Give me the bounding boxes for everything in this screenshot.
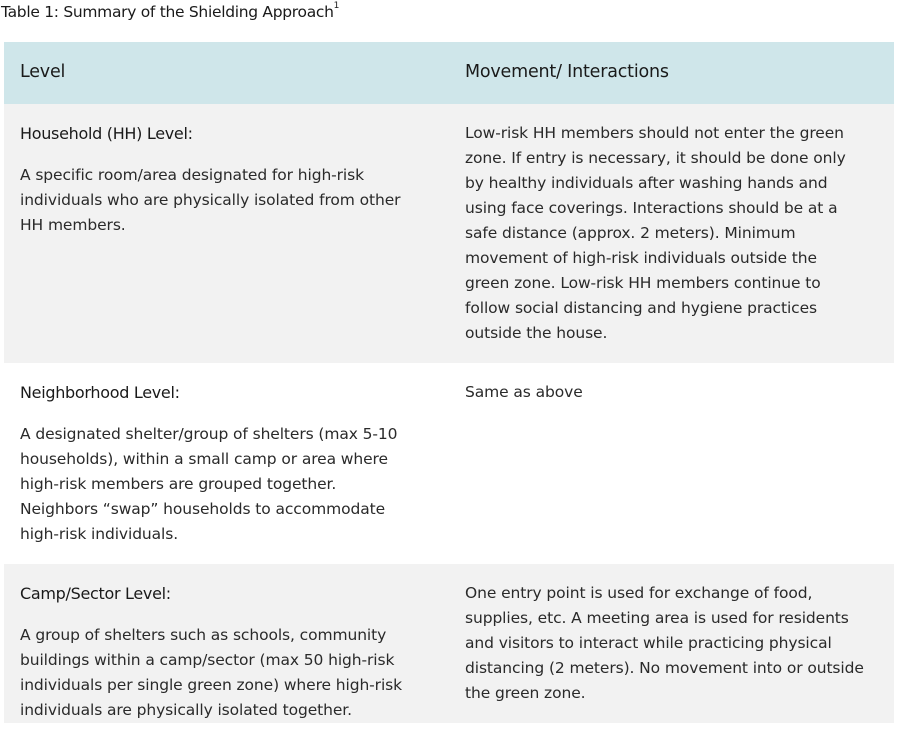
text-line: buildings within a camp/sector (max 50 high-risk xyxy=(20,651,395,669)
movement-cell xyxy=(465,121,883,346)
movement-description xyxy=(465,121,883,346)
table-row-camp-sector xyxy=(4,564,894,723)
text-line: A designated shelter/group of shelters (max 5-10 xyxy=(20,425,398,443)
text-line: HH members. xyxy=(20,216,126,234)
text-line: distancing (2 meters). No movement into or outside xyxy=(465,659,864,677)
movement-description xyxy=(465,581,883,706)
text-line: using face coverings. Interactions should be at a xyxy=(465,199,838,217)
movement-description xyxy=(465,380,883,405)
level-cell xyxy=(20,380,430,547)
text-line: outside the house. xyxy=(465,324,608,342)
movement-cell xyxy=(465,581,883,706)
text-line: individuals are physically isolated together. xyxy=(20,701,352,719)
level-title: Neighborhood Level: xyxy=(20,383,180,402)
text-line: and visitors to interact while practicing physical xyxy=(465,634,832,652)
level-description xyxy=(20,422,430,547)
level-description xyxy=(20,163,430,238)
header-movement-interactions: Movement/ Interactions xyxy=(465,62,669,82)
caption-text: Table 1: Summary of the Shielding Approach xyxy=(1,3,334,21)
level-cell xyxy=(20,121,430,238)
text-line: movement of high-risk individuals outside the xyxy=(465,249,817,267)
shielding-summary-table xyxy=(4,42,894,723)
text-line: by healthy individuals after washing hands and xyxy=(465,174,828,192)
text-line: safe distance (approx. 2 meters). Minimum xyxy=(465,224,796,242)
level-description xyxy=(20,623,430,723)
table-header-row xyxy=(4,42,894,104)
level-cell xyxy=(20,581,430,723)
text-line: A group of shelters such as schools, community xyxy=(20,626,387,644)
text-line: One entry point is used for exchange of food, xyxy=(465,584,813,602)
text-line: households), within a small camp or area where xyxy=(20,450,388,468)
text-line: Same as above xyxy=(465,383,583,401)
table-row-neighborhood xyxy=(4,363,894,564)
text-line: follow social distancing and hygiene practices xyxy=(465,299,817,317)
footnote-marker: 1 xyxy=(333,1,340,11)
text-line: individuals per single green zone) where high-risk xyxy=(20,676,403,694)
text-line: Neighbors “swap” households to accommodate xyxy=(20,500,386,518)
text-line: A specific room/area designated for high-risk xyxy=(20,166,364,184)
table-caption xyxy=(1,3,339,21)
text-line: supplies, etc. A meeting area is used for residents xyxy=(465,609,849,627)
text-line: zone. If entry is necessary, it should be done only xyxy=(465,149,846,167)
table-row-household xyxy=(4,104,894,363)
level-title: Camp/Sector Level: xyxy=(20,584,171,603)
text-line: green zone. Low-risk HH members continue to xyxy=(465,274,821,292)
text-line: high-risk individuals. xyxy=(20,525,179,543)
text-line: Low-risk HH members should not enter the green xyxy=(465,124,844,142)
level-title: Household (HH) Level: xyxy=(20,124,193,143)
text-line: high-risk members are grouped together. xyxy=(20,475,337,493)
text-line: individuals who are physically isolated from other xyxy=(20,191,401,209)
movement-cell xyxy=(465,380,883,405)
header-level: Level xyxy=(20,62,66,82)
text-line: the green zone. xyxy=(465,684,586,702)
